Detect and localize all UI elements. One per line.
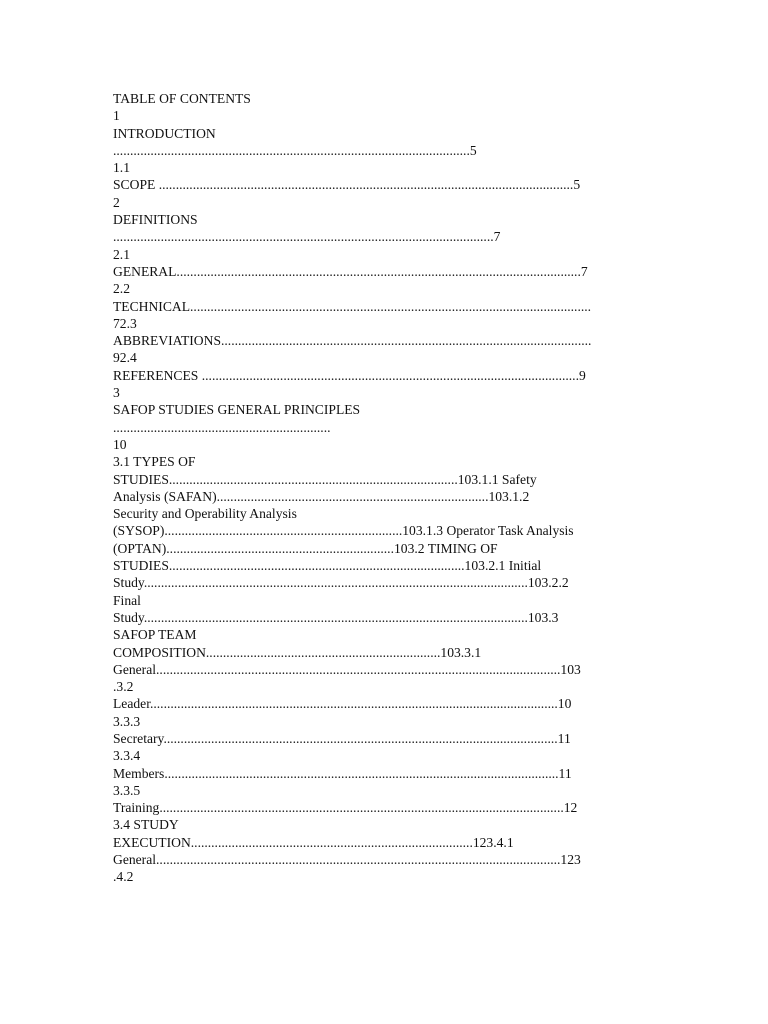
toc-line: 2.2 — [113, 281, 130, 297]
toc-line: EXECUTION...................................................................................123.4.1 — [113, 834, 514, 850]
toc-line: STUDIES.....................................................................................103.1.1 Safety — [113, 471, 537, 487]
toc-line: .4.2 — [113, 869, 134, 885]
toc-line: 3 — [113, 385, 120, 401]
toc-line: 3.1 TYPES OF — [113, 454, 196, 470]
table-of-contents — [113, 90, 658, 886]
toc-line: ABBREVIATIONS............................................................................................................. — [113, 333, 592, 349]
toc-line: Security and Operability Analysis — [113, 506, 297, 522]
toc-line: TECHNICAL...................................................................................................................... — [113, 298, 592, 314]
toc-line: Final — [113, 592, 141, 608]
toc-line: GENERAL.......................................................................................................................7 — [113, 263, 588, 279]
toc-line: Study.................................................................................................................103.2.2 — [113, 575, 569, 591]
toc-line: Study.................................................................................................................103.3 — [113, 609, 559, 625]
toc-line: .3.2 — [113, 679, 134, 695]
toc-line: REFERENCES ...............................................................................................................9 — [113, 367, 586, 383]
toc-line: 92.4 — [113, 350, 137, 366]
toc-line: ................................................................................................................7 — [113, 229, 501, 245]
toc-line: DEFINITIONS — [113, 212, 198, 228]
toc-line: TABLE OF CONTENTS — [113, 91, 251, 106]
toc-line: 3.4 STUDY — [113, 817, 179, 833]
toc-line: 2 — [113, 194, 120, 210]
toc-line: 1 — [113, 108, 120, 124]
toc-line: 10 — [113, 436, 127, 452]
toc-line: COMPOSITION.....................................................................103.3.1 — [113, 644, 482, 660]
toc-line: .........................................................................................................5 — [113, 142, 477, 158]
toc-line: STUDIES.......................................................................................103.2.1 Initial — [113, 558, 542, 574]
toc-line: SAFOP STUDIES GENERAL PRINCIPLES — [113, 402, 361, 418]
toc-line: Leader........................................................................................................................10 — [113, 696, 572, 712]
toc-line: Analysis (SAFAN)................................................................................103.1.2 — [113, 488, 530, 504]
toc-line: SAFOP TEAM — [113, 627, 197, 643]
toc-line: ................................................................ — [113, 419, 331, 435]
toc-line: 2.1 — [113, 246, 130, 262]
toc-line: 1.1 — [113, 160, 130, 176]
toc-line: 72.3 — [113, 315, 137, 331]
toc-line: Secretary....................................................................................................................11 — [113, 730, 571, 746]
toc-line: 3.3.5 — [113, 782, 141, 798]
toc-line: General.......................................................................................................................103 — [113, 661, 581, 677]
toc-line: INTRODUCTION — [113, 125, 216, 141]
toc-line: 3.3.4 — [113, 748, 141, 764]
toc-line: Training.......................................................................................................................12 — [113, 800, 578, 816]
toc-line: Members....................................................................................................................11 — [113, 765, 572, 781]
toc-line: General.......................................................................................................................123 — [113, 852, 581, 868]
toc-line: 3.3.3 — [113, 713, 141, 729]
toc-line: (OPTAN)...................................................................103.2 TIMING OF — [113, 540, 498, 556]
toc-line: (SYSOP)......................................................................103.1.3 Operator Task Analysis — [113, 523, 574, 539]
toc-line: SCOPE ..........................................................................................................................5 — [113, 177, 581, 193]
